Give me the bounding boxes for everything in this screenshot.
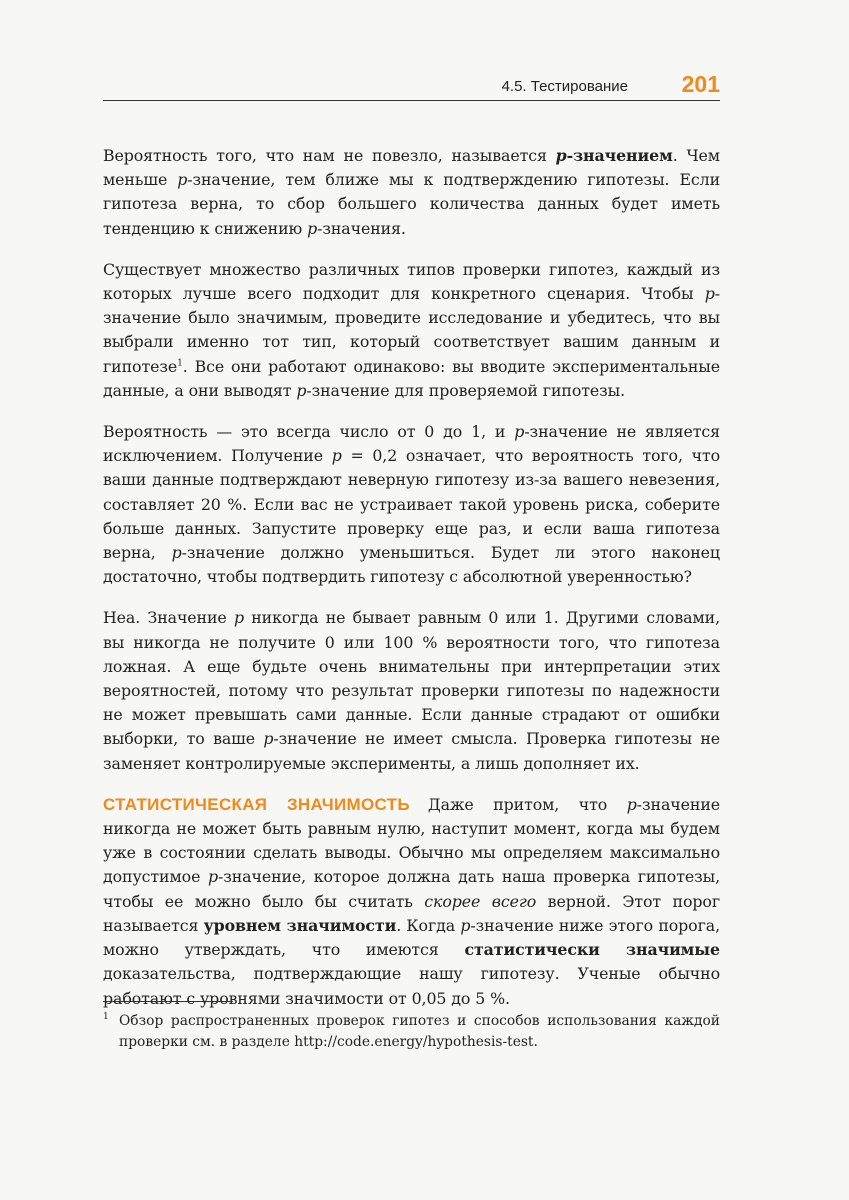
footnote-reference[interactable]: 1 [177, 358, 183, 369]
paragraph-p-value: Вероятность того, что нам не повезло, называется p-значением. Чем меньше p-значение, тем ближе мы к подтверждению гипотезы. Если гипотеза верна, то сбор большего количества данных будет иметь тенденцию к снижению p-значения. [103, 146, 721, 238]
footnote-mark: 1 [103, 1012, 109, 1022]
term-p-value: p-значением [555, 146, 673, 165]
paragraph-test-types: Существует множество различных типов проверки гипотез, каждый из которых лучше всего подходит для конкретного сценария. Чтобы p-значение было значимым, проведите исследование и убедитесь, что вы выбрали именно тот тип, который соответствует вашим данным и гипотезе$^1$. Все они работают одинаково: вы вводите экспериментальные данные, а они выводят p-значение для проверяемой гипотезы. [103, 259, 720, 400]
term-statistically-significant: статистически значимые [464, 940, 720, 960]
footnote-divider [103, 1001, 233, 1002]
footnote-text: Обзор распространенных проверок гипотез и способов использования каждой проверки см. в разделе http://code.energy/hypothesis-test. [119, 1013, 720, 1050]
page-number: 201 [681, 71, 720, 97]
footnote [103, 1011, 720, 1053]
paragraph-never-zero-one: Неа. Значение p никогда не бывает равным 0 или 1. Другими словами, вы никогда не получите 0 или 100 % вероятности того, что гипотеза ложная. А еще будьте очень внимательны при интерпретации этих вероятностей, потому что результат проверки гипотезы по надежности не может превышать сами данные. Если данные страдают от ошибки выборки, то ваше p-значение не имеет смысла. Проверка гипотезы не заменяет контролируемые эксперименты, а лишь дополняет их. [103, 608, 720, 773]
paragraph-probability: Вероятность — это всегда число от 0 до 1, и p-значение не является исключением. Получение p = 0,2 означает, что вероятность того, что ваши данные подтверждают неверную гипотезу из-за вашего невезения, составляет 20 %. Если вас не устраивает такой уровень риска, соберите больше данных. Запустите проверку еще раз, и если ваша гипотеза верна, p-значение должно уменьшиться. Будет ли этого наконец достаточно, чтобы подтвердить гипотезу с абсолютной уверенностью? [103, 422, 721, 587]
page-body [103, 144, 720, 1028]
section-title: 4.5. Тестирование [501, 78, 628, 95]
running-header [103, 71, 720, 101]
section-heading: СТАТИСТИЧЕСКАЯ ЗНАЧИМОСТЬ [103, 794, 410, 814]
term-significance-level: уровнем значимости [203, 915, 397, 935]
paragraph-statistical-significance: СТАТИСТИЧЕСКАЯ ЗНАЧИМОСТЬ Даже притом, что p-значение никогда не может быть равным нулю, наступит момент, когда мы будем уже в состоянии сделать выводы. Обычно мы определяем максимально допустимое p-значение, которое должна дать наша проверка гипотезы, чтобы ее можно было бы считать скорее всего верной. Этот порог называется уровнем значимости. Когда p-значение ниже этого порога, можно утверждать, что имеются статистически значимые доказательства, подтверждающие нашу гипотезу. Ученые обычно работают с уровнями значимости от 0,05 до 5 %. [103, 794, 721, 1008]
